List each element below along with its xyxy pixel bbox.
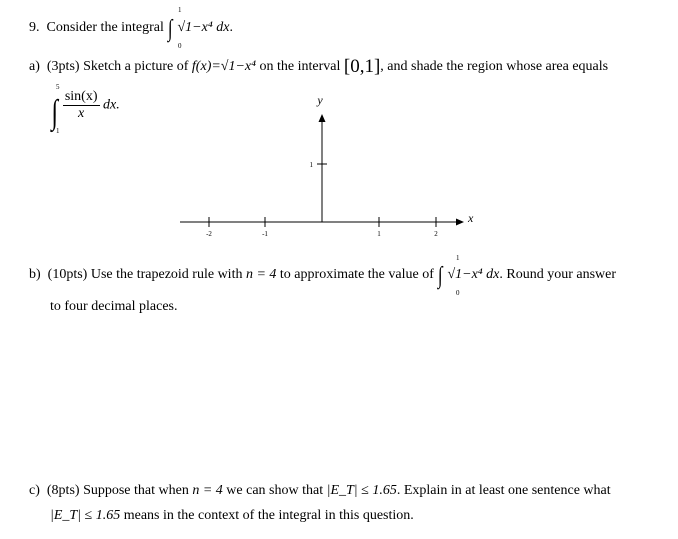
part-c-line2-text: means in the context of the integral in this question. <box>123 508 414 523</box>
part-a-frac-numerator: sin(x) <box>64 89 98 104</box>
y-axis-label: y <box>317 93 323 107</box>
problem-header: 9. Consider the integral ∫ √1−x⁴ dx. <box>29 16 233 42</box>
part-b-points: (10pts) <box>47 267 88 282</box>
part-c-bound: |E_T| ≤ 1.65 <box>326 483 397 498</box>
integral-sign: ∫ <box>168 16 174 42</box>
part-a-points: (3pts) <box>46 59 80 74</box>
part-b-upper-limit: 1 <box>456 254 460 262</box>
part-b-integral-sign: ∫ <box>438 263 443 289</box>
part-a-text2: on the interval <box>259 59 341 74</box>
x-axis-label: x <box>468 211 474 225</box>
part-c-text1: Suppose that when <box>83 483 189 498</box>
part-a-frac-denominator: x <box>78 106 85 121</box>
part-a-lower-limit: 1 <box>56 127 60 135</box>
part-b-n: n = 4 <box>245 267 277 282</box>
part-c-prompt <box>29 483 611 499</box>
x-axis-arrow <box>456 219 464 226</box>
part-a-function: f(x)=√1−x⁴ <box>191 59 257 74</box>
x-tick-label: 1 <box>377 230 381 238</box>
problem-integrand: √1−x⁴ dx <box>177 20 230 35</box>
problem-intro: Consider the integral <box>46 20 164 35</box>
part-b-text1: Use the trapezoid rule with <box>90 267 243 282</box>
problem-lower-limit: 0 <box>178 42 182 50</box>
part-b-integrand: √1−x⁴ dx <box>447 267 500 282</box>
part-a-integral-sign: ∫ <box>51 93 58 131</box>
part-a-text1: Sketch a picture of <box>83 59 189 74</box>
x-tick-label: -2 <box>206 230 212 238</box>
part-c-n: n = 4 <box>192 483 223 498</box>
part-a-dx: dx. <box>103 97 120 113</box>
part-a-interval: [0,1] <box>343 56 381 77</box>
part-a-upper-limit: 5 <box>56 83 60 91</box>
part-a-label: a) <box>29 59 40 74</box>
y-tick-label: 1 <box>309 161 313 169</box>
x-tick-label: 2 <box>434 230 438 238</box>
part-c-label: c) <box>29 483 40 498</box>
part-a-text3: , and shade the region whose area equals <box>380 59 609 74</box>
part-b-line2: to four decimal places. <box>50 299 178 314</box>
x-tick-label: -1 <box>262 230 268 238</box>
part-c-line2 <box>50 508 414 524</box>
part-c-text3: . Explain in at least one sentence what <box>396 483 611 498</box>
problem-number: 9. <box>29 20 40 35</box>
part-c-line2-bound: |E_T| ≤ 1.65 <box>50 508 121 523</box>
part-b-text3: . Round your answer <box>499 267 617 282</box>
problem-upper-limit: 1 <box>178 6 182 14</box>
part-b-lower-limit: 0 <box>456 289 460 297</box>
part-b-label: b) <box>29 267 41 282</box>
part-c-text2: we can show that <box>226 483 324 498</box>
part-c-points: (8pts) <box>46 483 80 498</box>
y-axis-arrow <box>319 114 326 122</box>
part-b-text2: to approximate the value of <box>279 267 434 282</box>
part-b-prompt <box>29 263 617 289</box>
